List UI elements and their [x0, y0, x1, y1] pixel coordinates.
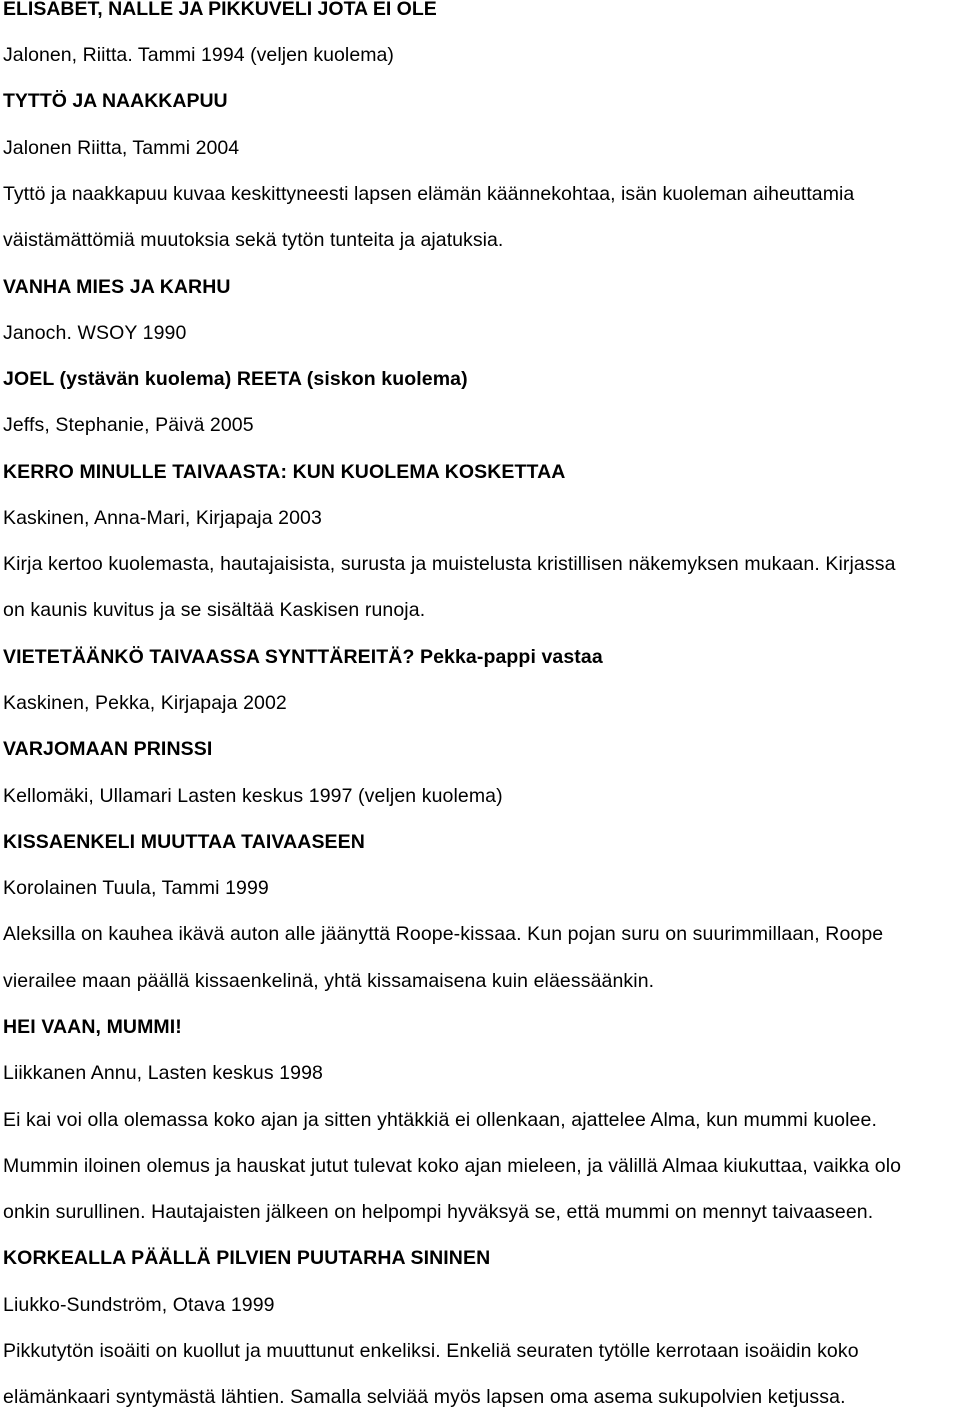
- book-description-line: Aleksilla on kauhea ikävä auton alle jäänyttä Roope-kissaa. Kun pojan suru on suurimmillaan, Roope: [3, 923, 884, 945]
- book-author: Kaskinen, Anna-Mari, Kirjapaja 2003: [3, 507, 322, 529]
- book-description-line: Ei kai voi olla olemassa koko ajan ja sitten yhtäkkiä ei ollenkaan, ajattelee Alma, kun mummi kuolee.: [3, 1109, 877, 1131]
- book-author: Jalonen, Riitta. Tammi 1994 (veljen kuolema): [3, 44, 394, 66]
- book-author: Korolainen Tuula, Tammi 1999: [3, 877, 269, 899]
- book-title: VANHA MIES JA KARHU: [3, 276, 231, 298]
- book-description-line: Pikkutytön isoäiti on kuollut ja muuttunut enkeliksi. Enkeliä seuraten tytölle kerrotaan isoäidin koko: [3, 1340, 859, 1362]
- book-description-line: on kaunis kuvitus ja se sisältää Kaskisen runoja.: [3, 599, 426, 621]
- book-author: Jeffs, Stephanie, Päivä 2005: [3, 414, 254, 436]
- book-title: KISSAENKELI MUUTTAA TAIVAASEEN: [3, 831, 365, 853]
- book-author: Liukko-Sundström, Otava 1999: [3, 1294, 275, 1316]
- book-description-line: Tyttö ja naakkapuu kuvaa keskittyneesti lapsen elämän käännekohtaa, isän kuoleman aiheuttamia: [3, 183, 855, 205]
- book-description-line: onkin surullinen. Hautajaisten jälkeen on helpompi hyväksyä se, että mummi on mennyt taivaaseen.: [3, 1201, 874, 1223]
- book-title: VIETETÄÄNKÖ TAIVAASSA SYNTTÄREITÄ? Pekka-pappi vastaa: [3, 646, 603, 668]
- book-author: Janoch. WSOY 1990: [3, 322, 187, 344]
- book-title: HEI VAAN, MUMMI!: [3, 1016, 182, 1038]
- book-title: VARJOMAAN PRINSSI: [3, 738, 213, 760]
- book-title: KERRO MINULLE TAIVAASTA: KUN KUOLEMA KOSKETTAA: [3, 461, 566, 483]
- book-title: KORKEALLA PÄÄLLÄ PILVIEN PUUTARHA SININEN: [3, 1247, 491, 1269]
- book-title: JOEL (ystävän kuolema) REETA (siskon kuolema): [3, 368, 468, 390]
- book-description-line: Mummin iloinen olemus ja hauskat jutut tulevat koko ajan mieleen, ja välillä Almaa kiukuttaa, vaikka olo: [3, 1155, 902, 1177]
- book-description-line: Kirja kertoo kuolemasta, hautajaisista, surusta ja muistelusta kristillisen näkemyksen mukaan. Kirjassa: [3, 553, 896, 575]
- book-description-line: väistämättömiä muutoksia sekä tytön tunteita ja ajatuksia.: [3, 229, 504, 251]
- book-author: Kellomäki, Ullamari Lasten keskus 1997 (veljen kuolema): [3, 785, 503, 807]
- book-title: ELISABET, NALLE JA PIKKUVELI JOTA EI OLE: [3, 0, 437, 20]
- book-author: Liikkanen Annu, Lasten keskus 1998: [3, 1062, 323, 1084]
- book-author: Kaskinen, Pekka, Kirjapaja 2002: [3, 692, 287, 714]
- book-title: TYTTÖ JA NAAKKAPUU: [3, 90, 228, 112]
- book-description-line: vierailee maan päällä kissaenkelinä, yhtä kissamaisena kuin eläessäänkin.: [3, 970, 655, 992]
- book-author: Jalonen Riitta, Tammi 2004: [3, 137, 240, 159]
- book-description-line: elämänkaari syntymästä lähtien. Samalla selviää myös lapsen oma asema sukupolvien ketjussa.: [3, 1386, 846, 1408]
